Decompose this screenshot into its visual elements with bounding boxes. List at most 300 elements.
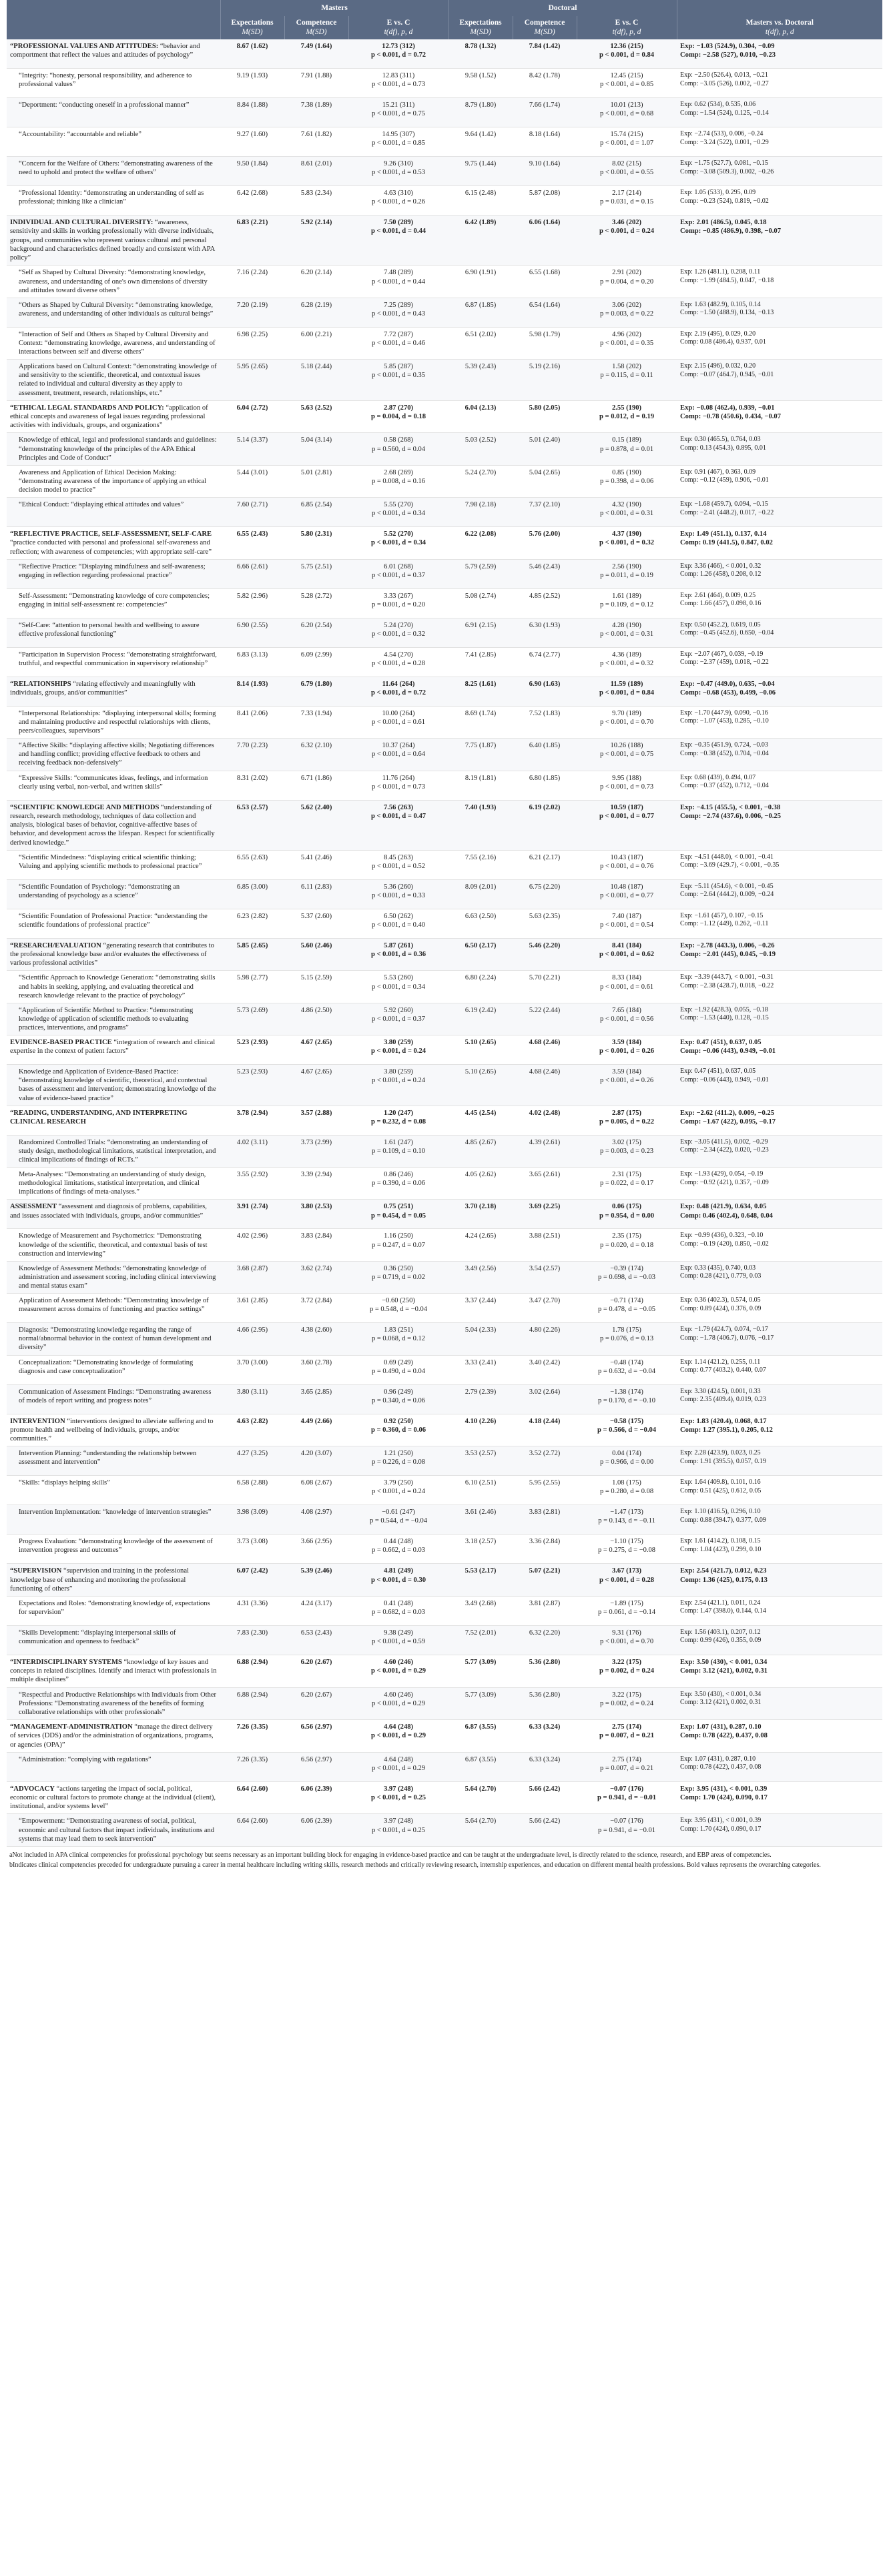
doctoral-competence-cell: 5.36 (2.80) (513, 1687, 577, 1719)
masters-vs-doctoral-cell (677, 400, 882, 433)
masters-expectations-cell: 6.83 (2.21) (220, 216, 284, 266)
description-text: “Integrity: “honesty, personal responsibility, and adherence to professional values” (19, 72, 192, 89)
masters-expectations-cell: 9.19 (1.93) (220, 69, 284, 98)
competency-description (7, 1355, 220, 1384)
doctoral-e-vs-c-cell-line2: p = 0.003, d = 0.23 (599, 1147, 654, 1155)
competency-description (7, 465, 220, 497)
doctoral-e-vs-c-cell (577, 559, 677, 588)
doctoral-competence-cell: 5.63 (2.35) (513, 909, 577, 938)
doctoral-competence-cell: 6.90 (1.63) (513, 677, 577, 706)
description-text: “Accountability: “accountable and reliable” (19, 131, 141, 139)
masters-e-vs-c-cell-line2: p < 0.001, d = 0.46 (371, 339, 426, 347)
masters-competence-cell: 6.08 (2.67) (284, 1476, 348, 1505)
doctoral-e-vs-c-cell-line2: p < 0.001, d = 0.61 (599, 983, 654, 991)
description-text: “awareness, sensitivity and skills in working professionally with diverse individuals, groups, and communities who represent various cultural and personal background and characteristics defined broadly and consistent with APA policy” (10, 219, 215, 262)
doctoral-e-vs-c-cell-line2: p < 0.001, d = 0.77 (599, 812, 655, 820)
masters-vs-doctoral-cell (677, 327, 882, 359)
description-text: Self-Assessment: “Demonstrating knowledge of core competencies; engaging in initial self-assessment re: competencies” (19, 592, 210, 608)
masters-vs-doctoral-cell-line1: Exp: 2.01 (486.5), 0.045, 0.18 (680, 219, 767, 227)
doctoral-competence-cell: 3.81 (2.87) (513, 1596, 577, 1625)
doctoral-e-vs-c-cell-line2: p = 0.022, d = 0.17 (599, 1180, 654, 1188)
masters-e-vs-c-cell-line1: 10.37 (264) (382, 742, 415, 750)
subcompetency-row (7, 360, 882, 401)
doctoral-e-vs-c-cell-line2: p = 0.941, d = −0.01 (598, 1826, 656, 1834)
masters-e-vs-c-cell-line1: 4.60 (246) (384, 1691, 413, 1699)
subcompetency-row (7, 1355, 882, 1384)
doctoral-competence-cell: 6.80 (1.85) (513, 771, 577, 800)
doctoral-e-vs-c-cell-line1: 7.65 (184) (612, 1006, 641, 1014)
masters-vs-doctoral-cell-line1: Exp: 1.14 (421.2), 0.255, 0.11 (680, 1358, 761, 1366)
category-row (7, 1781, 882, 1814)
masters-e-vs-c-cell-line2: p < 0.001, d = 0.73 (371, 783, 426, 791)
masters-expectations-cell: 4.63 (2.82) (220, 1414, 284, 1446)
masters-expectations-cell: 5.23 (2.93) (220, 1035, 284, 1065)
doctoral-e-vs-c-cell-line2: p < 0.001, d = 0.32 (599, 539, 655, 547)
competency-description (7, 1505, 220, 1535)
masters-e-vs-c-cell-line1: 3.80 (259) (384, 1068, 413, 1076)
competency-description (7, 1687, 220, 1719)
description-text: Communication of Assessment Findings: “Demonstrating awareness of models of report writing and progress notes” (19, 1388, 212, 1404)
masters-expectations-cell: 6.55 (2.43) (220, 527, 284, 560)
subcompetency-row (7, 971, 882, 1003)
description-text: Knowledge of Assessment Methods: “demonstrating knowledge of administration and assessment scoring, including clinical interviewing and mental status exam” (19, 1264, 216, 1290)
description-text: “Ethical Conduct: “displaying ethical attitudes and values” (19, 501, 184, 509)
doctoral-e-vs-c-cell-line2: p = 0.007, d = 0.21 (599, 1732, 655, 1740)
doctoral-e-vs-c-cell (577, 938, 677, 971)
subcompetency-row (7, 879, 882, 909)
masters-vs-doctoral-cell-line2: Comp: −1.07 (453), 0.285, −0.10 (680, 717, 769, 725)
masters-competence-cell: 3.83 (2.84) (284, 1229, 348, 1261)
masters-vs-doctoral-cell (677, 706, 882, 738)
masters-vs-doctoral-cell-line2: Comp: 1.91 (395.5), 0.057, 0.19 (680, 1457, 766, 1465)
masters-expectations-cell: 8.84 (1.88) (220, 98, 284, 127)
masters-competence-cell: 6.20 (2.67) (284, 1655, 348, 1687)
description-text: Conceptualization: “Demonstrating knowledge of formulating diagnosis and case conceptualization” (19, 1358, 194, 1375)
doctoral-e-vs-c-cell-line1: 4.37 (190) (611, 530, 642, 538)
doctoral-expectations-cell: 3.37 (2.44) (449, 1294, 513, 1323)
doctoral-e-vs-c-cell (577, 1535, 677, 1564)
doctoral-competence-cell: 7.66 (1.74) (513, 98, 577, 127)
doctoral-expectations-cell: 5.77 (3.09) (449, 1687, 513, 1719)
doctoral-competence-cell: 3.52 (2.72) (513, 1446, 577, 1476)
masters-vs-doctoral-cell-line2: Comp: −2.01 (445), 0.045, −0.19 (680, 950, 776, 958)
masters-competence-cell: 5.28 (2.72) (284, 588, 348, 618)
masters-expectations-cell: 6.58 (2.88) (220, 1476, 284, 1505)
subcompetency-row (7, 739, 882, 771)
description-text: “Skills Development: “displaying interpersonal skills of communication and openness to feedback” (19, 1629, 176, 1646)
doctoral-expectations-cell: 5.77 (3.09) (449, 1655, 513, 1687)
doctoral-competence-cell: 5.66 (2.42) (513, 1814, 577, 1846)
subcompetency-row (7, 1294, 882, 1323)
masters-vs-doctoral-cell (677, 739, 882, 771)
competency-description (7, 739, 220, 771)
masters-e-vs-c-cell (348, 1535, 449, 1564)
category-row (7, 1655, 882, 1687)
description-text: “Respectful and Productive Relationships with Individuals from Other Professions: “Demonstrating awareness of the benefits of forming collaborative relationships with other professionals” (19, 1691, 216, 1716)
masters-e-vs-c-cell (348, 127, 449, 157)
masters-vs-doctoral-cell (677, 360, 882, 401)
doctoral-e-vs-c-cell (577, 1135, 677, 1167)
doctoral-expectations-cell: 4.10 (2.26) (449, 1414, 513, 1446)
category-row (7, 1564, 882, 1597)
masters-vs-doctoral-cell-line1: Exp: −2.07 (467), 0.039, −0.19 (680, 650, 764, 658)
masters-vs-doctoral-cell (677, 1596, 882, 1625)
masters-expectations-cell: 4.02 (2.96) (220, 1229, 284, 1261)
masters-vs-doctoral-cell-line2: Comp: −0.45 (452.6), 0.650, −0.04 (680, 629, 774, 637)
masters-e-vs-c-cell (348, 1655, 449, 1687)
doctoral-e-vs-c-cell-line1: 8.02 (215) (612, 160, 641, 168)
masters-e-vs-c-cell-line1: 0.92 (250) (383, 1417, 414, 1425)
doctoral-expectations-cell: 6.15 (2.48) (449, 186, 513, 216)
doctoral-competence-cell: 4.80 (2.26) (513, 1323, 577, 1355)
doctoral-e-vs-c-cell (577, 127, 677, 157)
masters-vs-doctoral-cell-line1: Exp: 3.50 (430), < 0.001, 0.34 (680, 1690, 762, 1698)
doctoral-expectations-cell: 6.42 (1.89) (449, 216, 513, 266)
doctoral-e-vs-c-cell (577, 433, 677, 465)
subcompetency-row (7, 298, 882, 327)
subcompetency-row (7, 647, 882, 677)
competency-description (7, 360, 220, 401)
masters-vs-doctoral-cell-line2: Comp: −1.12 (449), 0.262, −0.11 (680, 920, 769, 928)
masters-vs-doctoral-cell-line2: Comp: 0.88 (394.7), 0.377, 0.09 (680, 1516, 766, 1524)
masters-e-vs-c-cell-line1: 0.75 (251) (383, 1203, 414, 1211)
masters-vs-doctoral-cell (677, 618, 882, 647)
masters-e-vs-c-cell (348, 850, 449, 879)
masters-competence-cell: 6.20 (2.14) (284, 266, 348, 298)
doctoral-e-vs-c-cell-line1: 9.70 (189) (612, 709, 641, 717)
competency-description (7, 706, 220, 738)
masters-vs-doctoral-cell-line2: Comp: 1.27 (395.1), 0.205, 0.12 (680, 1426, 773, 1434)
masters-e-vs-c-cell (348, 327, 449, 359)
masters-vs-doctoral-cell-line1: Exp: 0.62 (534), 0.535, 0.06 (680, 101, 756, 109)
doctoral-e-vs-c-cell-line1: 4.32 (190) (612, 501, 641, 509)
masters-vs-doctoral-cell (677, 1065, 882, 1106)
doctoral-competence-cell: 5.22 (2.44) (513, 1003, 577, 1035)
masters-vs-doctoral-cell-line1: Exp: 0.68 (439), 0.494, 0.07 (680, 773, 756, 781)
doctoral-e-vs-c-cell-line2: p = 0.061, d = −0.14 (598, 1609, 656, 1617)
masters-vs-doctoral-cell-line2: Comp: −2.58 (527), 0.010, −0.23 (680, 51, 776, 59)
doctoral-e-vs-c-cell-line2: p = 0.275, d = −0.08 (598, 1547, 656, 1555)
masters-competence-cell: 5.75 (2.51) (284, 559, 348, 588)
subcompetency-row (7, 909, 882, 938)
description-text: Knowledge and Application of Evidence-Based Practice: “demonstrating knowledge of scientific, theoretical, and contextual bases of assessment and intervention; demonstrating knowledge of the value of evidence-based practice” (19, 1068, 216, 1102)
masters-e-vs-c-cell (348, 1414, 449, 1446)
masters-vs-doctoral-cell (677, 498, 882, 527)
description-text: “Interaction of Self and Others as Shaped by Cultural Diversity and Context: “demonstrating knowledge, awareness, and understanding of interactions between self and diverse others” (19, 330, 216, 356)
competency-description (7, 527, 220, 560)
doctoral-e-vs-c-cell-line1: 7.40 (187) (612, 912, 641, 920)
doctoral-e-vs-c-cell (577, 771, 677, 800)
doctoral-e-vs-c-cell-line1: 8.41 (184) (611, 941, 642, 949)
masters-e-vs-c-cell (348, 618, 449, 647)
doctoral-e-vs-c-cell-line1: −0.07 (176) (610, 1817, 643, 1825)
description-text: Knowledge of Measurement and Psychometrics: “Demonstrating knowledge of the scientific, theoretical, and contextual basis of test construction and interviewing” (19, 1232, 208, 1258)
doctoral-e-vs-c-cell (577, 465, 677, 497)
description-text: “knowledge of key issues and concepts in related disciplines. Identify and interact with professionals in multiple disciplines” (10, 1658, 217, 1684)
masters-expectations-cell: 4.31 (3.36) (220, 1596, 284, 1625)
masters-expectations-cell: 6.55 (2.63) (220, 850, 284, 879)
subcompetency-row (7, 1596, 882, 1625)
doctoral-e-vs-c-cell (577, 39, 677, 69)
doctoral-e-vs-c-cell (577, 1294, 677, 1323)
competency-description (7, 677, 220, 706)
masters-vs-doctoral-cell-line2: Comp: 1.26 (458), 0.208, 0.12 (680, 570, 762, 578)
masters-competence-cell: 6.11 (2.83) (284, 879, 348, 909)
masters-vs-doctoral-cell-line1: Exp: −3.05 (411.5), 0.002, −0.29 (680, 1138, 768, 1146)
masters-e-vs-c-cell-line2: p < 0.001, d = 0.73 (371, 81, 426, 89)
doctoral-competence-cell: 4.18 (2.44) (513, 1414, 577, 1446)
masters-vs-doctoral-cell-line2: Comp: −2.37 (459), 0.018, −0.22 (680, 659, 769, 667)
doctoral-competence-cell: 8.42 (1.78) (513, 69, 577, 98)
doctoral-competence-cell: 6.19 (2.02) (513, 800, 577, 850)
masters-expectations-cell: 3.98 (3.09) (220, 1505, 284, 1535)
masters-vs-doctoral-cell-line1: Exp: 1.07 (431), 0.287, 0.10 (680, 1723, 762, 1731)
doctoral-e-vs-c-cell (577, 1323, 677, 1355)
doctoral-e-vs-c-cell-line1: 10.59 (187) (610, 803, 643, 811)
description-text: “Scientific Approach to Knowledge Generation: “demonstrating skills and habits in seeking, applying, and evaluating theoretical and research knowledge relevant to the practice of psychology” (19, 974, 216, 999)
doctoral-e-vs-c-cell (577, 1814, 677, 1846)
description-text: “relating effectively and meaningfully with individuals, groups, and/or communities” (10, 680, 196, 697)
masters-vs-doctoral-cell-line1: Exp: 2.28 (423.9), 0.023, 0.25 (680, 1449, 761, 1457)
masters-e-vs-c-cell (348, 266, 449, 298)
doctoral-expectations-cell: 6.87 (3.55) (449, 1720, 513, 1753)
competency-description (7, 1752, 220, 1781)
doctoral-e-vs-c-cell-line1: −1.38 (174) (610, 1388, 643, 1396)
doctoral-expectations-cell: 9.64 (1.42) (449, 127, 513, 157)
competency-description (7, 850, 220, 879)
category-title: “REFLECTIVE PRACTICE, SELF-ASSESSMENT, SELF-CARE (10, 530, 212, 538)
masters-e-vs-c-cell-line1: 11.76 (264) (382, 774, 415, 782)
masters-vs-doctoral-cell-line2: Comp: −3.69 (429.7), < 0.001, −0.35 (680, 861, 780, 869)
doctoral-e-vs-c-cell-line1: −1.10 (175) (610, 1538, 643, 1546)
masters-e-vs-c-cell (348, 1687, 449, 1719)
doctoral-competence-cell: 5.98 (1.79) (513, 327, 577, 359)
header-blank (677, 0, 882, 16)
masters-vs-doctoral-cell (677, 1035, 882, 1065)
doctoral-e-vs-c-cell-line2: p = 0.002, d = 0.24 (599, 1699, 654, 1707)
doctoral-e-vs-c-cell-line1: −0.39 (174) (610, 1264, 643, 1272)
masters-vs-doctoral-cell (677, 1476, 882, 1505)
doctoral-e-vs-c-cell-line2: p = 0.941, d = −0.01 (597, 1794, 657, 1801)
masters-e-vs-c-cell-line2: p < 0.001, d = 0.34 (370, 539, 426, 547)
doctoral-e-vs-c-cell-line2: p = 0.005, d = 0.22 (599, 1118, 655, 1126)
description-text: “Skills: “displays helping skills” (19, 1479, 110, 1487)
doctoral-e-vs-c-cell-line1: 0.04 (174) (612, 1450, 641, 1458)
competency-description (7, 1106, 220, 1135)
masters-expectations-cell: 7.16 (2.24) (220, 266, 284, 298)
masters-expectations-cell: 7.83 (2.30) (220, 1625, 284, 1655)
masters-competence-cell: 8.61 (2.01) (284, 157, 348, 186)
header-corner (7, 0, 220, 16)
masters-e-vs-c-cell-line2: p = 0.454, d = 0.05 (370, 1212, 426, 1220)
subcompetency-row (7, 771, 882, 800)
masters-e-vs-c-cell (348, 1003, 449, 1035)
masters-competence-cell: 5.83 (2.34) (284, 186, 348, 216)
masters-e-vs-c-cell-line1: 5.24 (270) (384, 621, 413, 629)
competency-description (7, 559, 220, 588)
competency-description (7, 498, 220, 527)
doctoral-e-vs-c-cell (577, 298, 677, 327)
subcompetency-row (7, 1446, 882, 1476)
masters-e-vs-c-cell-line2: p < 0.001, d = 0.37 (371, 1015, 426, 1023)
doctoral-e-vs-c-cell-line2: p = 0.954, d = 0.00 (599, 1212, 655, 1220)
masters-vs-doctoral-cell-line2: Comp: −0.37 (452), 0.712, −0.04 (680, 782, 769, 790)
masters-e-vs-c-cell (348, 400, 449, 433)
subcompetency-row (7, 1814, 882, 1846)
description-text: “Scientific Foundation of Professional Practice: “understanding the scientific foundations of professional practice” (19, 912, 208, 929)
doctoral-e-vs-c-cell-line2: p = 0.031, d = 0.15 (599, 198, 654, 206)
subcompetency-row (7, 1535, 882, 1564)
masters-expectations-cell: 3.70 (3.00) (220, 1355, 284, 1384)
doctoral-competence-cell: 5.80 (2.05) (513, 400, 577, 433)
description-text: “manage the direct delivery of services (DDS) and/or the administration of organizations, programs, or agencies (OPA)” (10, 1723, 214, 1749)
masters-vs-doctoral-cell-line1: Exp: −2.62 (411.2), 0.009, −0.25 (680, 1109, 774, 1117)
doctoral-e-vs-c-cell (577, 1596, 677, 1625)
description-text: “Expressive Skills: “communicates ideas, feelings, and information clearly using verbal, non-verbal, and written skills” (19, 774, 208, 791)
competency-description (7, 69, 220, 98)
masters-vs-doctoral-cell-line1: Exp: −2.78 (443.3), 0.006, −0.26 (680, 941, 775, 949)
doctoral-competence-cell: 3.40 (2.42) (513, 1355, 577, 1384)
masters-expectations-cell: 3.68 (2.87) (220, 1261, 284, 1293)
competency-description (7, 1781, 220, 1814)
masters-vs-doctoral-cell (677, 1135, 882, 1167)
doctoral-e-vs-c-cell (577, 266, 677, 298)
doctoral-e-vs-c-cell-line2: p < 0.001, d = 0.70 (599, 718, 654, 726)
masters-expectations-cell: 6.53 (2.57) (220, 800, 284, 850)
doctoral-e-vs-c-cell-line2: p = 0.020, d = 0.18 (599, 1241, 654, 1249)
masters-e-vs-c-cell-line2: p < 0.001, d = 0.29 (370, 1732, 426, 1740)
masters-expectations-cell: 7.26 (3.35) (220, 1752, 284, 1781)
description-text: “Administration: “complying with regulations” (19, 1755, 152, 1763)
doctoral-competence-cell: 5.66 (2.42) (513, 1781, 577, 1814)
doctoral-e-vs-c-cell-line2: p < 0.001, d = 0.73 (599, 783, 654, 791)
masters-vs-doctoral-cell (677, 1229, 882, 1261)
category-row (7, 677, 882, 706)
masters-vs-doctoral-cell-line2: Comp: −0.19 (420), 0.850, −0.02 (680, 1240, 769, 1248)
masters-e-vs-c-cell-line2: p = 0.719, d = 0.02 (371, 1273, 426, 1281)
masters-vs-doctoral-cell-line1: Exp: 1.07 (431), 0.287, 0.10 (680, 1755, 756, 1763)
masters-e-vs-c-cell-line2: p < 0.001, d = 0.59 (371, 1638, 426, 1646)
doctoral-e-vs-c-cell-line1: 4.36 (189) (612, 651, 641, 659)
masters-vs-doctoral-cell (677, 800, 882, 850)
doctoral-e-vs-c-cell-line2: p = 0.966, d = 0.00 (599, 1458, 654, 1466)
doctoral-competence-cell: 3.54 (2.57) (513, 1261, 577, 1293)
doctoral-e-vs-c-cell (577, 327, 677, 359)
doctoral-e-vs-c-cell (577, 1261, 677, 1293)
description-text: “Empowerment: “Demonstrating awareness of social, political, economic and cultural factors that impact individuals, institutions and systems that may lead them to seek intervention” (19, 1817, 215, 1843)
category-title: INDIVIDUAL AND CULTURAL DIVERSITY: (10, 219, 154, 227)
page (7, 0, 882, 1875)
masters-expectations-cell: 4.66 (2.95) (220, 1323, 284, 1355)
masters-e-vs-c-cell-line2: p < 0.001, d = 0.24 (371, 1488, 426, 1496)
description-text: “Deportment: “conducting oneself in a professional manner” (19, 101, 190, 109)
footnotes (7, 1847, 882, 1875)
description-text: “behavior and comportment that reflect the values and attitudes of psychology” (10, 42, 200, 59)
subcompetency-row (7, 1505, 882, 1535)
doctoral-e-vs-c-cell-line1: 1.78 (175) (612, 1326, 641, 1334)
doctoral-expectations-cell: 6.90 (1.91) (449, 266, 513, 298)
masters-vs-doctoral-cell-line2: Comp: 0.19 (441.5), 0.847, 0.02 (680, 539, 773, 547)
masters-e-vs-c-cell (348, 559, 449, 588)
masters-competence-cell: 3.66 (2.95) (284, 1535, 348, 1564)
masters-e-vs-c-cell-line2: p = 0.662, d = 0.03 (371, 1547, 426, 1555)
doctoral-expectations-cell: 2.79 (2.39) (449, 1384, 513, 1414)
category-row (7, 800, 882, 850)
doctoral-e-vs-c-cell-line1: 0.15 (189) (612, 436, 641, 444)
masters-e-vs-c-cell-line1: 9.26 (310) (384, 160, 413, 168)
doctoral-e-vs-c-cell-line1: 3.59 (184) (611, 1039, 642, 1047)
doctoral-expectations-cell: 3.18 (2.57) (449, 1535, 513, 1564)
doctoral-e-vs-c-cell-line1: 3.46 (202) (611, 219, 642, 227)
masters-vs-doctoral-cell-line2: Comp: −0.38 (452), 0.704, −0.04 (680, 749, 769, 757)
masters-competence-cell: 7.49 (1.64) (284, 39, 348, 69)
doctoral-e-vs-c-cell-line2: p < 0.001, d = 0.35 (599, 339, 654, 347)
masters-e-vs-c-cell (348, 1625, 449, 1655)
doctoral-expectations-cell: 3.53 (2.57) (449, 1446, 513, 1476)
masters-expectations-cell: 5.82 (2.96) (220, 588, 284, 618)
description-text: “Self-Care: “attention to personal health and wellbeing to assure effective professional functioning” (19, 621, 200, 638)
competency-description (7, 647, 220, 677)
masters-vs-doctoral-cell (677, 588, 882, 618)
masters-e-vs-c-cell-line1: 4.60 (246) (383, 1658, 414, 1666)
masters-vs-doctoral-cell-line2: Comp: −1.54 (524), 0.125, −0.14 (680, 109, 769, 117)
masters-e-vs-c-cell-line2: p < 0.001, d = 0.24 (371, 1077, 426, 1085)
masters-e-vs-c-cell-line1: 0.86 (246) (384, 1171, 413, 1179)
doctoral-competence-cell: 4.68 (2.46) (513, 1065, 577, 1106)
col-masters-expectations: Expectations M(SD) (220, 16, 284, 39)
masters-vs-doctoral-cell-line2: Comp: −0.12 (459), 0.906, −0.01 (680, 476, 769, 484)
masters-vs-doctoral-cell-line2: Comp: −3.24 (522), 0.001, −0.29 (680, 138, 769, 146)
masters-e-vs-c-cell-line1: 0.41 (248) (384, 1599, 413, 1607)
doctoral-e-vs-c-cell-line1: −1.89 (175) (610, 1599, 643, 1607)
masters-competence-cell: 5.60 (2.46) (284, 938, 348, 971)
doctoral-e-vs-c-cell (577, 186, 677, 216)
doctoral-e-vs-c-cell (577, 1355, 677, 1384)
masters-e-vs-c-cell (348, 1564, 449, 1597)
masters-e-vs-c-cell-line2: p = 0.340, d = 0.06 (371, 1396, 426, 1404)
doctoral-e-vs-c-cell (577, 1781, 677, 1814)
doctoral-competence-cell: 3.83 (2.81) (513, 1505, 577, 1535)
masters-e-vs-c-cell-line2: p < 0.001, d = 0.75 (371, 110, 426, 118)
masters-expectations-cell: 7.26 (3.35) (220, 1720, 284, 1753)
masters-e-vs-c-cell-line1: 6.01 (268) (384, 562, 413, 570)
doctoral-competence-cell: 7.84 (1.42) (513, 39, 577, 69)
masters-competence-cell: 6.09 (2.99) (284, 647, 348, 677)
masters-e-vs-c-cell-line2: p < 0.001, d = 0.29 (371, 1699, 426, 1707)
doctoral-e-vs-c-cell-line1: 9.31 (176) (612, 1629, 641, 1637)
subcompetency-row (7, 850, 882, 879)
doctoral-e-vs-c-cell-line2: p = 0.566, d = −0.04 (597, 1426, 657, 1434)
masters-vs-doctoral-cell (677, 1355, 882, 1384)
doctoral-expectations-cell: 5.53 (2.17) (449, 1564, 513, 1597)
doctoral-expectations-cell: 8.78 (1.32) (449, 39, 513, 69)
masters-competence-cell: 3.65 (2.85) (284, 1384, 348, 1414)
competency-description (7, 157, 220, 186)
masters-expectations-cell: 6.85 (3.00) (220, 879, 284, 909)
doctoral-competence-cell: 6.54 (1.64) (513, 298, 577, 327)
masters-e-vs-c-cell-line2: p = 0.226, d = 0.08 (371, 1458, 426, 1466)
masters-e-vs-c-cell-line1: 0.36 (250) (384, 1264, 413, 1272)
masters-e-vs-c-cell-line1: −0.60 (250) (382, 1297, 415, 1305)
masters-vs-doctoral-cell-line1: Exp: 2.54 (421.7), 0.012, 0.23 (680, 1567, 767, 1575)
masters-e-vs-c-cell (348, 1814, 449, 1846)
description-text: “Interpersonal Relationships: “displaying interpersonal skills; forming and maintaining productive and respectful relationships with clients, peers/colleagues, supervisors” (19, 709, 216, 735)
masters-e-vs-c-cell-line1: −0.61 (247) (382, 1509, 415, 1517)
doctoral-e-vs-c-cell-line2: p < 0.001, d = 0.75 (599, 751, 654, 759)
doctoral-competence-cell: 6.55 (1.68) (513, 266, 577, 298)
masters-competence-cell: 4.86 (2.50) (284, 1003, 348, 1035)
category-title: “ADVOCACY (10, 1785, 55, 1793)
